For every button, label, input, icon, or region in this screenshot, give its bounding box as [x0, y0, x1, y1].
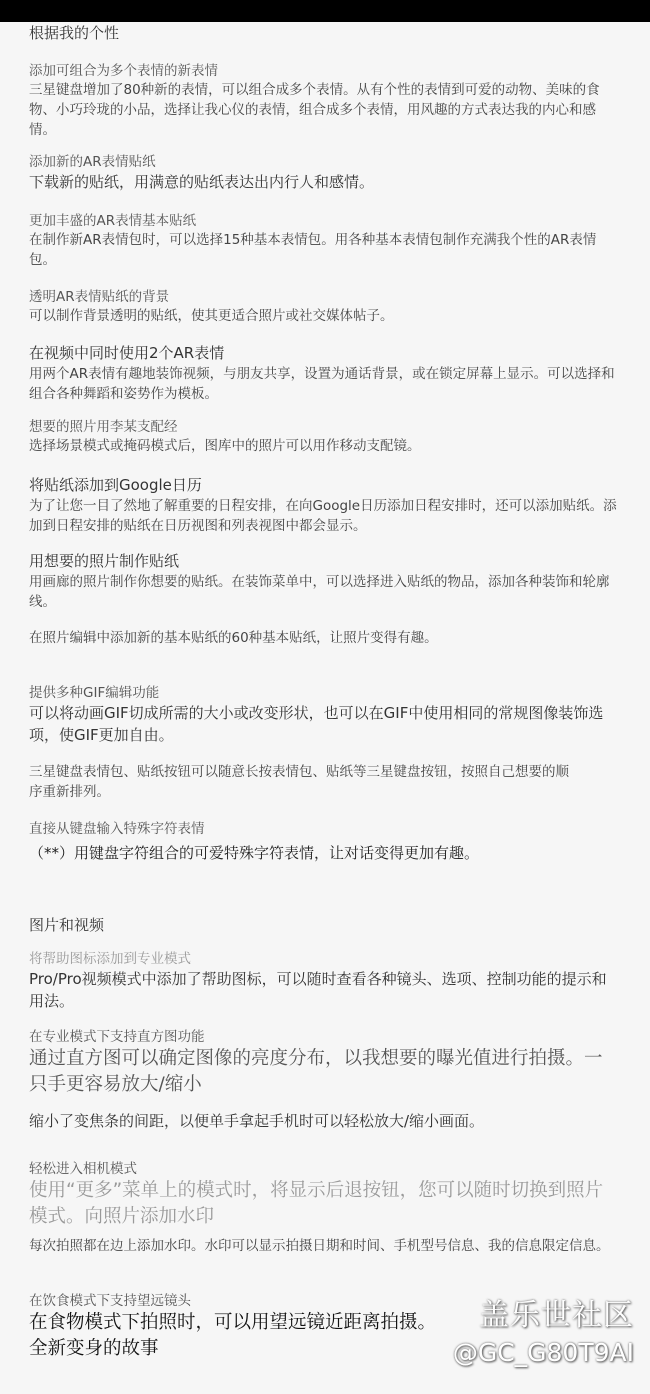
list-item — [29, 762, 569, 802]
item-title: 将贴纸添加到Google日历 — [29, 476, 202, 494]
item-title: 透明AR表情贴纸的背景 — [29, 289, 170, 305]
list-item — [29, 1236, 619, 1256]
item-desc: 使用“更多”菜单上的模式时，将显示后退按钮，您可以随时切换到照片模式。向照片添加水印 — [29, 1180, 604, 1227]
list-item — [29, 62, 619, 140]
item-desc: 在制作新AR表情包时，可以选择15种基本表情包。用各种基本表情包制作充满我个性的AR表情包。 — [29, 232, 597, 268]
list-item — [29, 1160, 619, 1230]
item-title: 轻松进入相机模式 — [29, 1161, 137, 1177]
watermark-handle: @GC_G80T9AI — [452, 1338, 634, 1367]
item-desc: 三星键盘表情包、贴纸按钮可以随意长按表情包、贴纸等三星键盘按钮，按照自己想要的顺序重新排列。 — [29, 764, 569, 800]
item-title: 想要的照片用李某支配经 — [29, 419, 178, 435]
item-desc: 可以将动画GIF切成所需的大小或改变形状，也可以在GIF中使用相同的常规图像装饰选项，使GIF更加自由。 — [29, 704, 604, 744]
list-item — [29, 684, 619, 746]
item-desc: 缩小了变焦条的间距，以便单手拿起手机时可以轻松放大/缩小画面。 — [29, 1112, 485, 1130]
item-title: 将帮助图标添加到专业模式 — [29, 951, 191, 967]
item-title: 在视频中同时使用2个AR表情 — [29, 344, 225, 362]
section-header-personality: 根据我的个性 — [29, 24, 120, 42]
item-desc: 在照片编辑中添加新的基本贴纸的60种基本贴纸，让照片变得有趣。 — [29, 630, 438, 646]
item-desc: 选择场景模式或掩码模式后，图库中的照片可以用作移动支配镜。 — [29, 438, 421, 454]
list-item — [29, 1292, 449, 1362]
status-bar — [0, 0, 650, 22]
list-item — [29, 1110, 619, 1132]
list-item — [29, 342, 619, 404]
item-title: 用想要的照片制作贴纸 — [29, 552, 180, 570]
list-item — [29, 550, 619, 612]
item-title: 直接从键盘输入特殊字符表情 — [29, 821, 205, 837]
watermark-community: 盖乐世社区 — [479, 1298, 634, 1333]
item-desc: （**）用键盘字符组合的可爱特殊字符表情，让对话变得更加有趣。 — [29, 844, 480, 862]
item-title: 添加可组合为多个表情的新表情 — [29, 63, 218, 79]
item-desc: 用画廊的照片制作你想要的贴纸。在装饰菜单中，可以选择进入贴纸的物品，添加各种装饰和轮廓线。 — [29, 574, 610, 610]
item-desc: 三星键盘增加了80种新的表情，可以组合成多个表情。从有个性的表情到可爱的动物、美味的食物、小巧玲珑的小品，选择让我心仪的表情，组合成多个表情，用风趣的方式表达我的内心和感情。 — [29, 82, 600, 138]
section-header-photo-video: 图片和视频 — [29, 916, 105, 934]
item-title: 更加丰盛的AR表情基本贴纸 — [29, 213, 197, 229]
list-item — [29, 288, 619, 326]
page — [0, 22, 650, 1394]
list-item — [29, 212, 619, 270]
item-desc: 为了让您一目了然地了解重要的日程安排，在向Google日历添加日程安排时，还可以添加贴纸。添加到日程安排的贴纸在日历视图和列表视图中都会显示。 — [29, 498, 617, 534]
list-item — [29, 153, 619, 193]
list-item — [29, 418, 619, 456]
item-desc: 在食物模式下拍照时，可以用望远镜近距离拍摄。全新变身的故事 — [29, 1312, 437, 1359]
item-desc: Pro/Pro视频模式中添加了帮助图标，可以随时查看各种镜头、选项、控制功能的提示和用法。 — [29, 970, 607, 1010]
item-desc: 每次拍照都在边上添加水印。水印可以显示拍摄日期和时间、手机型号信息、我的信息限定信息。 — [29, 1238, 610, 1254]
item-title: 提供多种GIF编辑功能 — [29, 685, 160, 701]
item-title: 在饮食模式下支持望远镜头 — [29, 1293, 191, 1309]
item-desc: 通过直方图可以确定图像的亮度分布，以我想要的曝光值进行拍摄。一只手更容易放大/缩小 — [29, 1048, 603, 1095]
item-desc: 可以制作背景透明的贴纸，使其更适合照片或社交媒体帖子。 — [29, 308, 394, 324]
list-item — [29, 1028, 619, 1098]
list-item — [29, 628, 439, 648]
list-item — [29, 820, 619, 864]
item-desc: 用两个AR表情有趣地装饰视频，与朋友共享，设置为通话背景，或在锁定屏幕上显示。可以选择和组合各种舞蹈和姿势作为模板。 — [29, 366, 615, 402]
item-title: 添加新的AR表情贴纸 — [29, 154, 156, 170]
item-desc: 下载新的贴纸，用满意的贴纸表达出内行人和感情。 — [29, 173, 375, 191]
list-item — [29, 950, 619, 1012]
item-title: 在专业模式下支持直方图功能 — [29, 1029, 205, 1045]
list-item — [29, 474, 619, 536]
